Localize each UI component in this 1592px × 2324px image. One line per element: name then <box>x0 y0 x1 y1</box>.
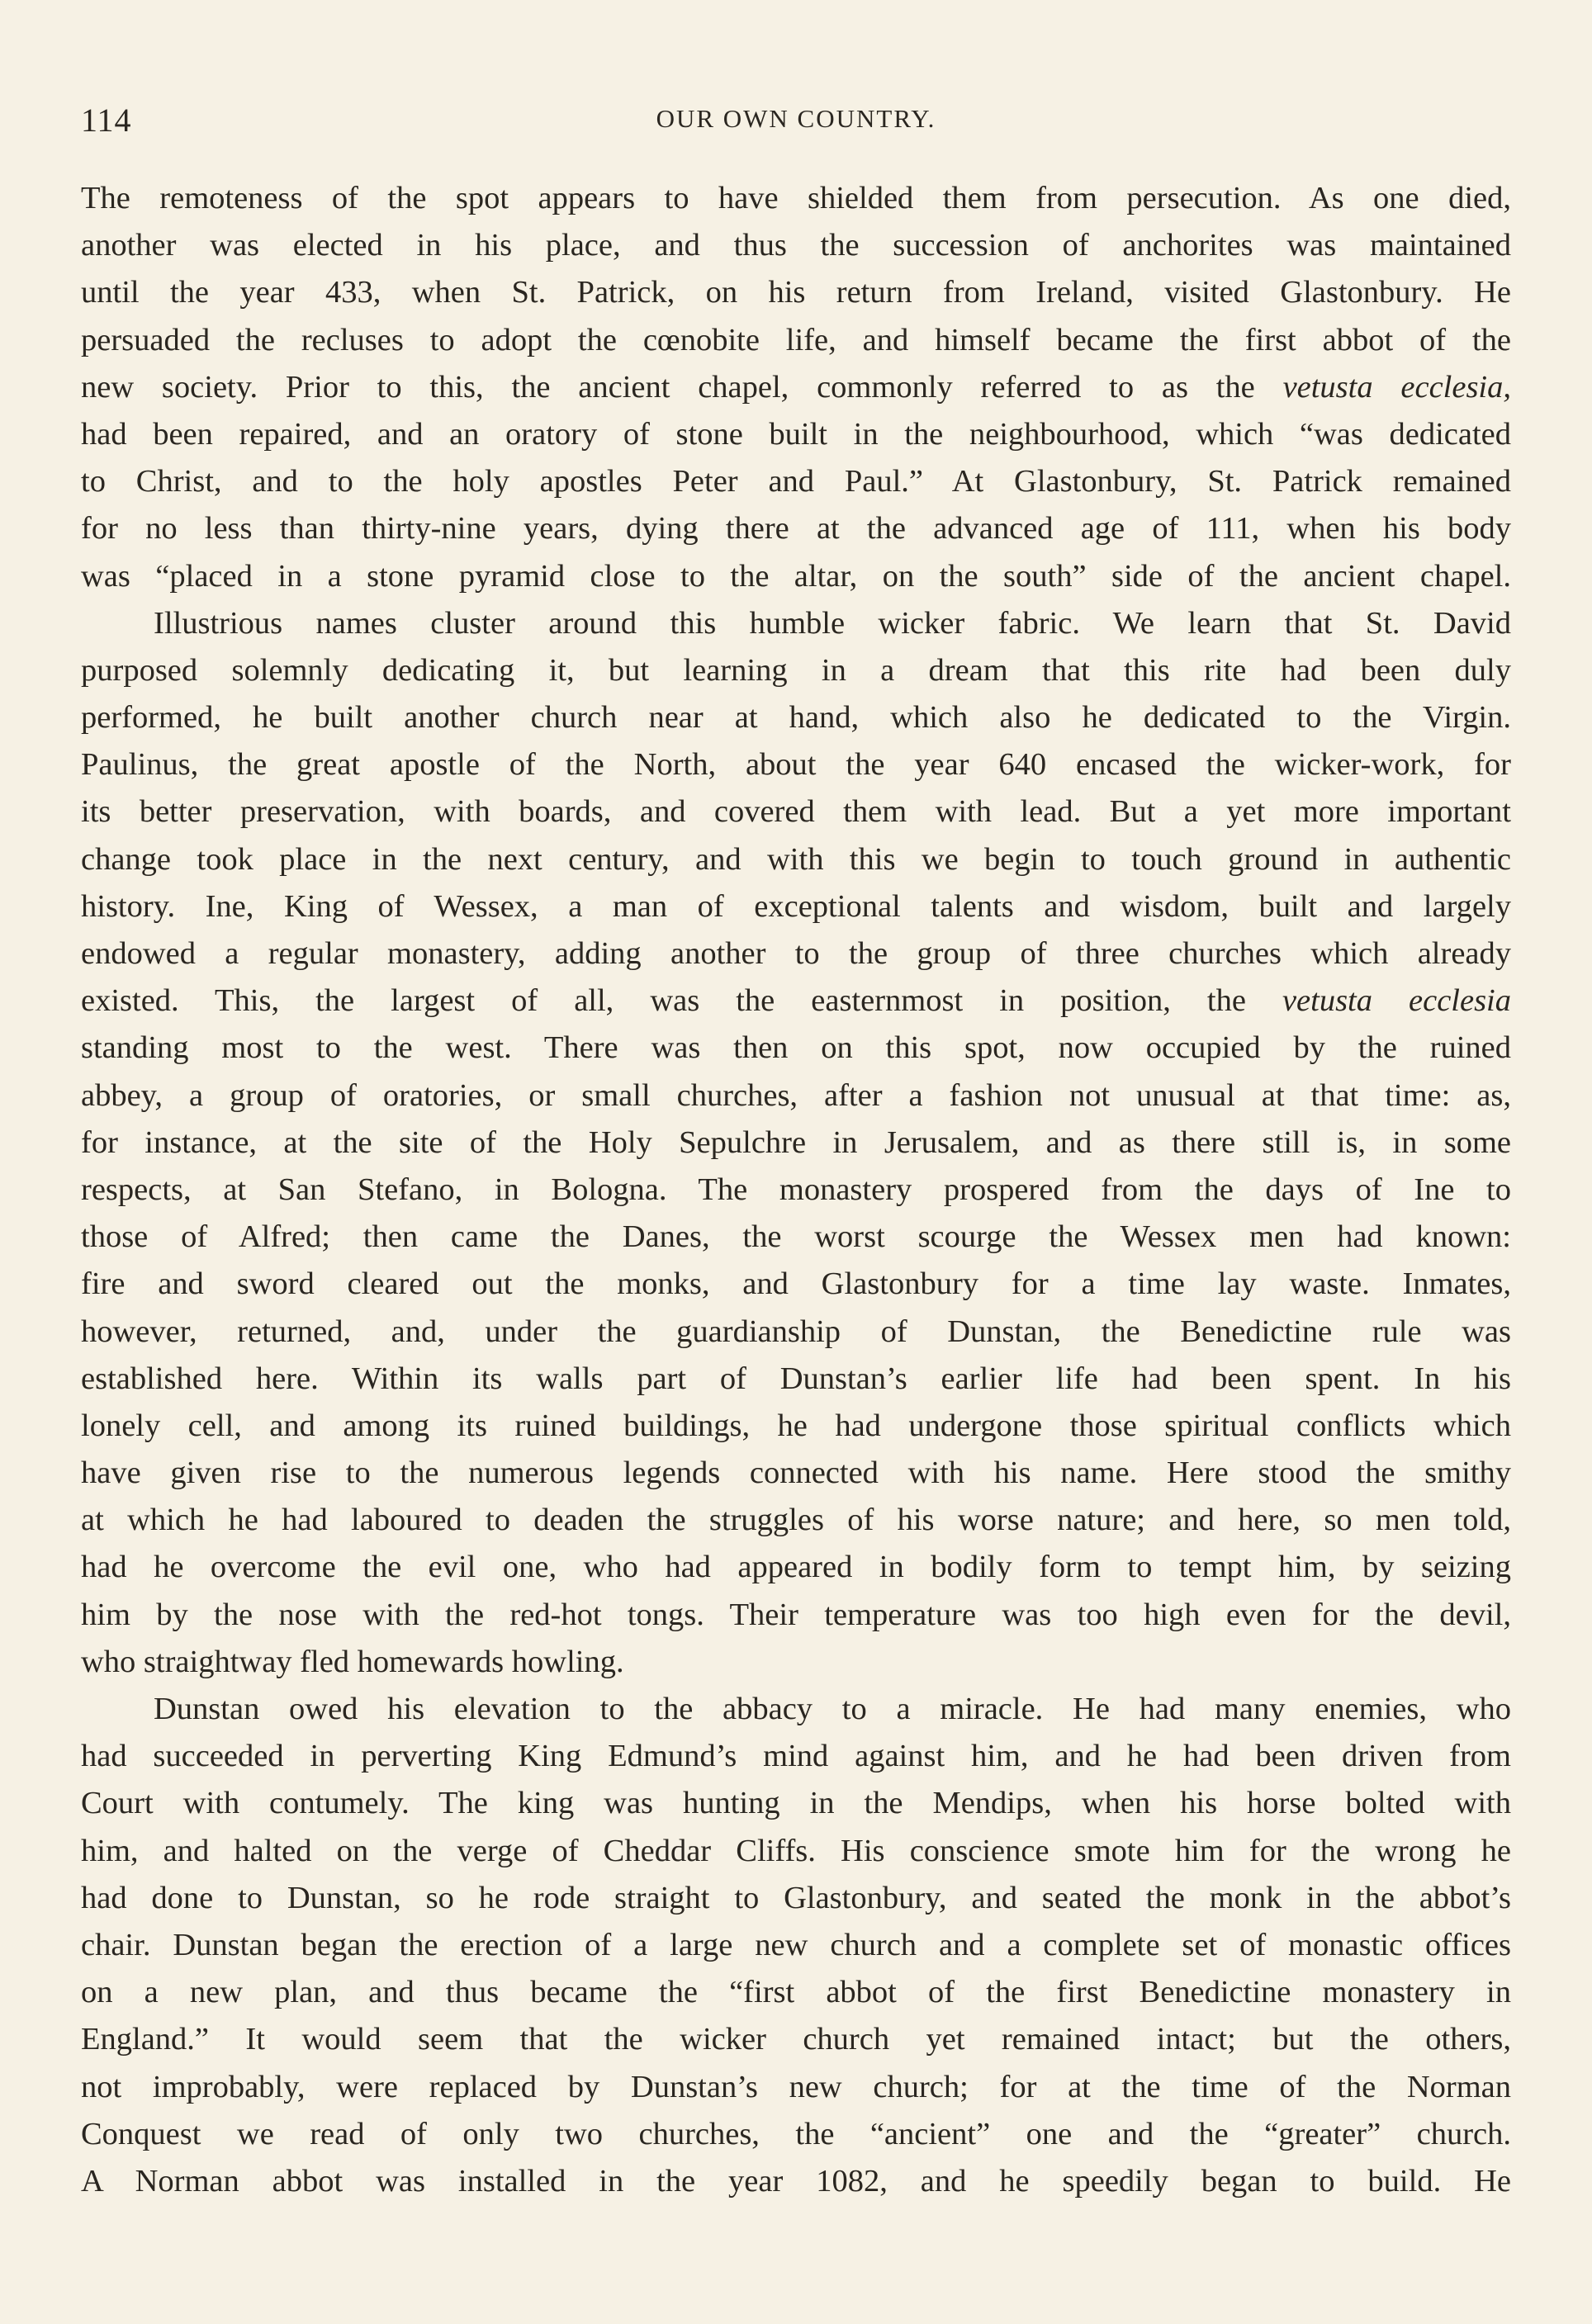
text-line: established here. Within its walls part of Dunstan’s earlier life had been spent. In his <box>81 1361 1511 1396</box>
text-line: Court with contumely. The king was hunting in the Mendips, when his horse bolted with <box>81 1786 1511 1821</box>
text-line: Dunstan owed his elevation to the abbacy to a miracle. He had many enemies, who <box>154 1692 1511 1726</box>
text-line: for instance, at the site of the Holy Sepulchre in Jerusalem, and as there still is, in some <box>81 1124 1511 1160</box>
text-line: have given rise to the numerous legends connected with his name. Here stood the smithy <box>81 1455 1511 1491</box>
text-line: not improbably, were replaced by Dunstan’s new church; for at the time of the Norman <box>81 2069 1511 2104</box>
text-line: had done to Dunstan, so he rode straight to Glastonbury, and seated the monk in the abbot’s <box>81 1880 1511 1915</box>
text-span: new society. Prior to this, the ancient chapel, commonly referred to as the <box>81 369 1283 405</box>
text-line: performed, he built another church near at hand, which also he dedicated to the Virgin. <box>81 700 1511 736</box>
page-number: 114 <box>81 102 132 139</box>
text-line: him, and halted on the verge of Cheddar Cliffs. His conscience smote him for the wrong he <box>81 1833 1511 1868</box>
body-text <box>81 175 1511 2205</box>
italic-phrase: vetusta ecclesia <box>1282 983 1512 1019</box>
text-line: respects, at San Stefano, in Bologna. The monastery prospered from the days of Ine to <box>81 1171 1511 1207</box>
text-line: him by the nose with the red-hot tongs. Their temperature was too high even for the devil, <box>81 1597 1511 1632</box>
text-line: endowed a regular monastery, adding another to the group of three churches which already <box>81 936 1511 971</box>
text-line: to Christ, and to the holy apostles Peter and Paul.” At Glastonbury, St. Patrick remained <box>81 464 1511 499</box>
text-line: Illustrious names cluster around this humble wicker fabric. We learn that St. David <box>154 605 1511 641</box>
text-line: at which he had laboured to deaden the struggles of his worse nature; and here, so men told, <box>81 1503 1511 1538</box>
text-line: another was elected in his place, and thus the succession of anchorites was maintained <box>81 228 1511 263</box>
text-line: on a new plan, and thus became the “first abbot of the first Benedictine monastery in <box>81 1975 1511 2010</box>
text-line: however, returned, and, under the guardianship of Dunstan, the Benedictine rule was <box>81 1313 1511 1349</box>
text-line: persuaded the recluses to adopt the cœnobite life, and himself became the first abbot of the <box>81 322 1511 357</box>
text-line: who straightway fled homewards howling. <box>81 1644 624 1679</box>
text-line: fire and sword cleared out the monks, and Glastonbury for a time lay waste. Inmates, <box>81 1266 1511 1302</box>
text-line: abbey, a group of oratories, or small churches, after a fashion not unusual at that time: as, <box>81 1077 1511 1113</box>
text-line: England.” It would seem that the wicker church yet remained intact; but the others, <box>81 2022 1511 2057</box>
text-line: until the year 433, when St. Patrick, on his return from Ireland, visited Glastonbury. He <box>81 275 1511 310</box>
italic-phrase: vetusta ecclesia, <box>1282 369 1512 405</box>
text-line <box>81 977 1511 1025</box>
text-line: had he overcome the evil one, who had appeared in bodily form to tempt him, by seizing <box>81 1550 1511 1585</box>
text-line: its better preservation, with boards, and covered them with lead. But a yet more important <box>81 794 1511 830</box>
running-head <box>81 101 1511 142</box>
text-line: purposed solemnly dedicating it, but learning in a dream that this rite had been duly <box>81 652 1511 688</box>
text-line: lonely cell, and among its ruined buildings, he had undergone those spiritual conflicts which <box>81 1408 1511 1443</box>
text-line: those of Alfred; then came the Danes, the worst scourge the Wessex men had known: <box>81 1219 1511 1255</box>
text-span: existed. This, the largest of all, was the easternmost in position, the <box>81 983 1282 1019</box>
running-title: OUR OWN COUNTRY. <box>656 104 936 133</box>
text-line: had been repaired, and an oratory of stone built in the neighbourhood, which “was dedicated <box>81 416 1511 452</box>
text-line <box>81 364 1511 411</box>
text-line: for no less than thirty-nine years, dying there at the advanced age of 111, when his body <box>81 511 1511 547</box>
text-line: history. Ine, King of Wessex, a man of exceptional talents and wisdom, built and largely <box>81 888 1511 924</box>
text-line: standing most to the west. There was then on this spot, now occupied by the ruined <box>81 1030 1511 1066</box>
text-line: was “placed in a stone pyramid close to the altar, on the south” side of the ancient chapel. <box>81 558 1511 594</box>
text-line: had succeeded in perverting King Edmund’s mind against him, and he had been driven from <box>81 1739 1511 1774</box>
text-line: Paulinus, the great apostle of the North, about the year 640 encased the wicker-work, for <box>81 747 1511 783</box>
text-line: chair. Dunstan began the erection of a large new church and a complete set of monastic offices <box>81 1927 1511 1962</box>
text-line: change took place in the next century, and with this we begin to touch ground in authentic <box>81 841 1511 877</box>
text-line: Conquest we read of only two churches, the “ancient” one and the “greater” church. <box>81 2116 1511 2151</box>
text-line: A Norman abbot was installed in the year 1082, and he speedily began to build. He <box>81 2163 1511 2199</box>
text-line: The remoteness of the spot appears to have shielded them from persecution. As one died, <box>81 181 1511 215</box>
